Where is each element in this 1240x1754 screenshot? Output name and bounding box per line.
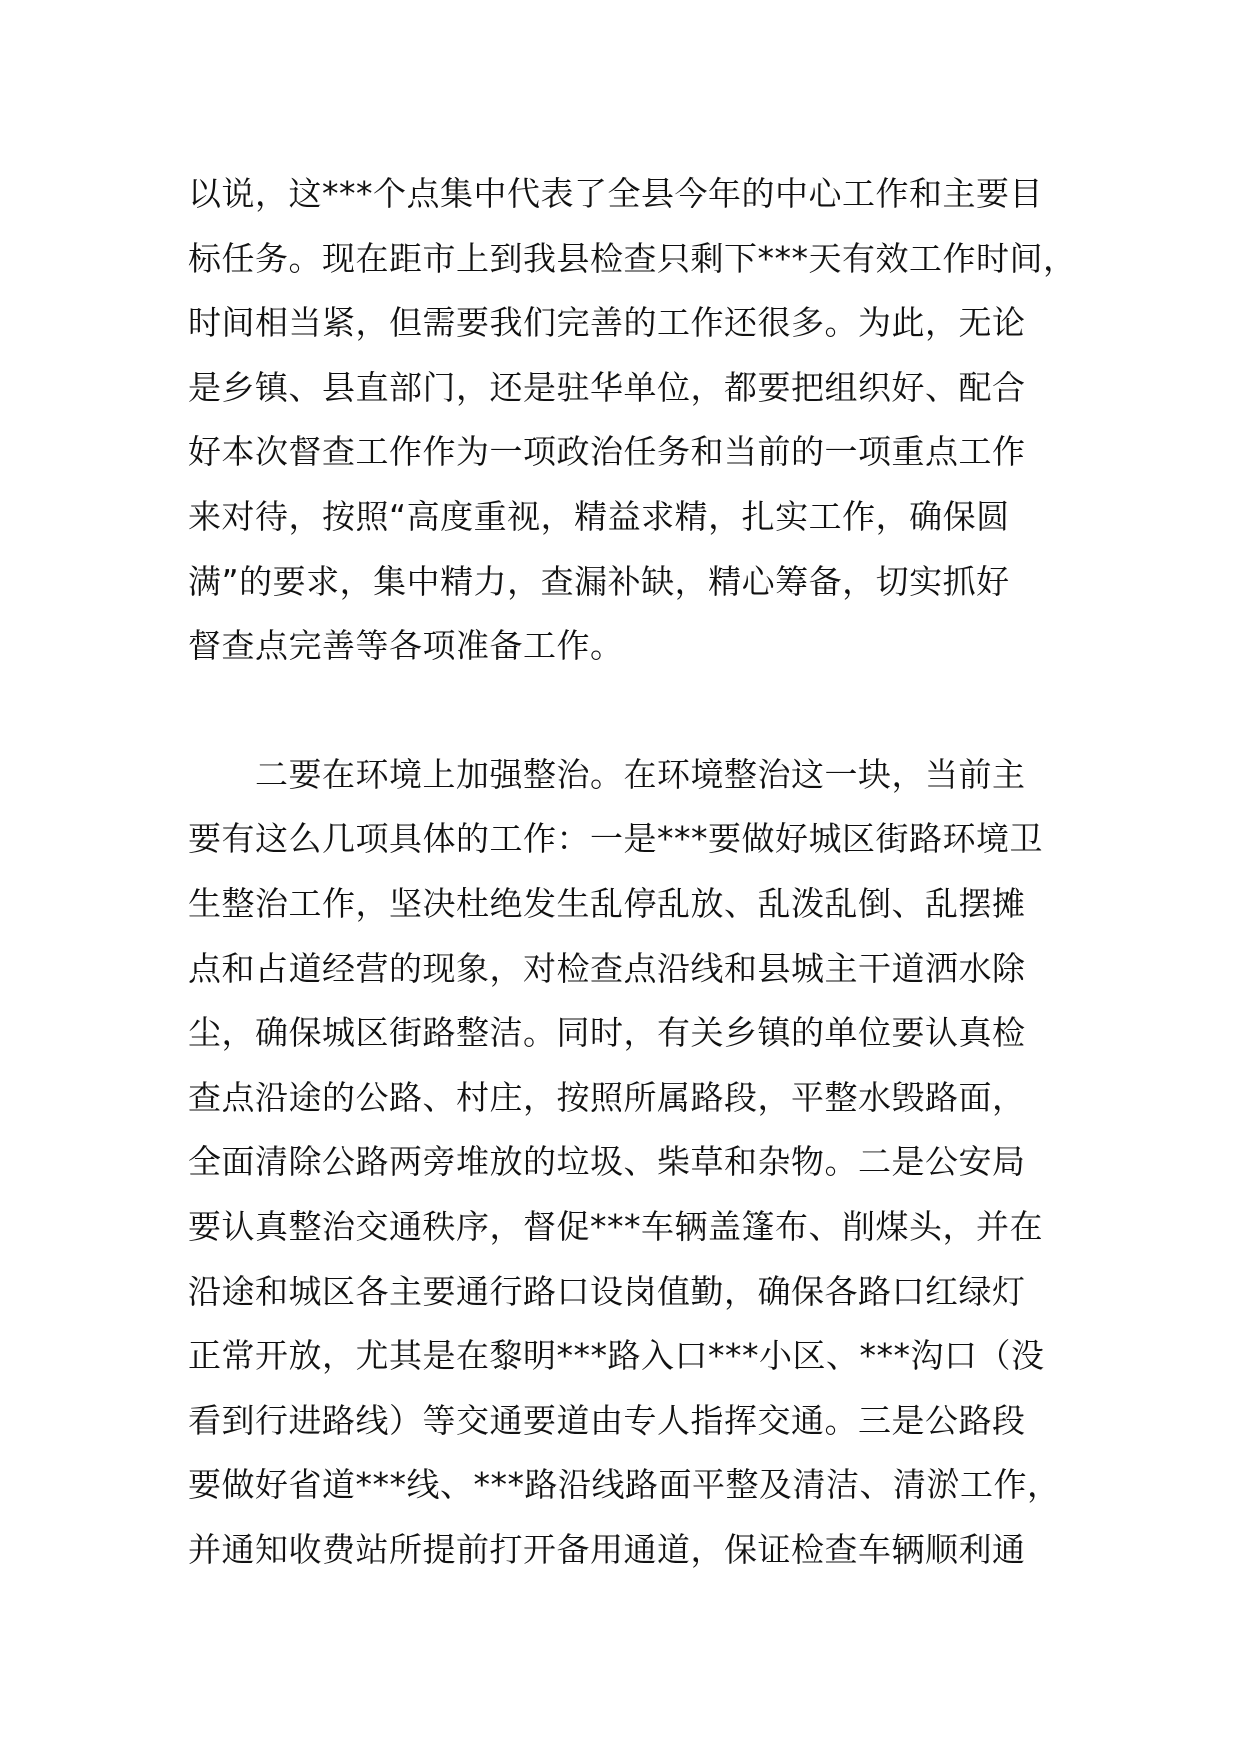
text-line: 是乡镇、县直部门，还是驻华单位，都要把组织好、配合	[188, 367, 1026, 407]
text-line: 来对待，按照“高度重视，精益求精，扎实工作，确保圆	[188, 496, 1010, 536]
text-line: 二要在环境上加强整治。在环境整治这一块，当前主	[188, 754, 1026, 794]
text-line: 要认真整治交通秩序，督促***车辆盖篷布、削煤头，并在	[188, 1206, 1043, 1246]
document-page	[188, 162, 1088, 1582]
paragraph	[188, 743, 1088, 1583]
text-line: 以说，这***个点集中代表了全县今年的中心工作和主要目	[188, 174, 1043, 213]
text-line: 督查点完善等各项准备工作。	[188, 626, 624, 666]
paragraph	[188, 162, 1088, 679]
text-line: 好本次督查工作作为一项政治任务和当前的一项重点工作	[188, 432, 1026, 472]
text-line: 满”的要求，集中精力，查漏补缺，精心筹备，切实抓好	[188, 561, 1010, 601]
text-line: 尘，确保城区街路整洁。同时，有关乡镇的单位要认真检	[188, 1013, 1026, 1053]
text-line: 标任务。现在距市上到我县检查只剩下***天有效工作时间，	[188, 238, 1077, 278]
text-line: 正常开放，尤其是在黎明***路入口***小区、***沟口（没	[188, 1336, 1045, 1376]
text-line: 沿途和城区各主要通行路口设岗值勤，确保各路口红绿灯	[188, 1271, 1026, 1311]
paragraph-spacer	[188, 679, 1088, 743]
text-line: 要有这么几项具体的工作：一是***要做好城区街路环境卫	[188, 819, 1043, 859]
text-line: 并通知收费站所提前打开备用通道，保证检查车辆顺利通	[188, 1529, 1026, 1569]
text-line: 生整治工作，坚决杜绝发生乱停乱放、乱泼乱倒、乱摆摊	[188, 883, 1026, 923]
text-line: 全面清除公路两旁堆放的垃圾、柴草和杂物。二是公安局	[188, 1142, 1026, 1182]
text-line: 看到行进路线）等交通要道由专人指挥交通。三是公路段	[188, 1400, 1026, 1440]
text-line: 点和占道经营的现象，对检查点沿线和县城主干道洒水除	[188, 948, 1026, 988]
text-line: 要做好省道***线、***路沿线路面平整及清洁、清淤工作，	[188, 1465, 1061, 1505]
text-line: 查点沿途的公路、村庄，按照所属路段，平整水毁路面，	[188, 1077, 1026, 1117]
text-line: 时间相当紧，但需要我们完善的工作还很多。为此，无论	[188, 303, 1026, 343]
